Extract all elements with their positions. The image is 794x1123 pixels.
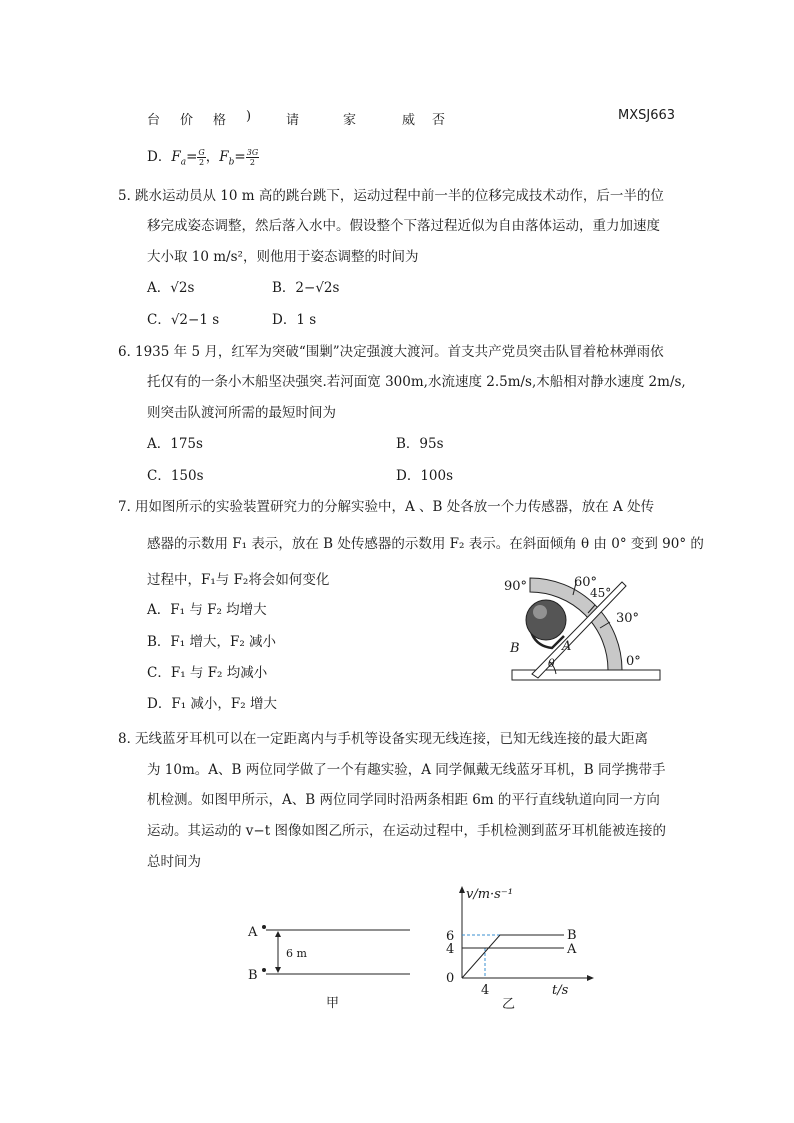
q8-yi-label-b: B <box>567 928 577 943</box>
header-word-1: 台 <box>147 113 161 128</box>
q8-yi-tick-4: 4 <box>446 942 455 957</box>
q4-sep: ， <box>205 149 220 165</box>
q7-option-a: A．F₁ 与 F₂ 均增大 <box>147 602 267 618</box>
q4-fa-sub: a <box>180 157 187 168</box>
q7-label-0: 0° <box>626 654 641 669</box>
q8-dot-a <box>262 925 266 929</box>
q6-option-c: C．150s <box>147 468 204 484</box>
q4-fa-den: 2 <box>199 158 205 167</box>
header-word-7: 威 <box>402 113 416 128</box>
header-word-4: ) <box>246 109 252 124</box>
q7-number: 7． <box>118 499 141 515</box>
q7-line-1: 用如图所示的实验装置研究力的分解实验中，A 、B 处各放一个力传感器，放在 A 处传 <box>135 499 655 515</box>
q6-option-b: B．95s <box>396 436 444 452</box>
q7-label-30: 30° <box>616 611 640 626</box>
header-word-8: 否 <box>432 113 446 128</box>
q4-fa-fraction <box>197 148 205 167</box>
q5-line-1: 跳水运动员从 10 m 高的跳台跳下，运动过程中前一半的位移完成技术动作，后一半的位 <box>135 188 664 204</box>
q8-dot-b <box>262 968 266 972</box>
q8-line-2: 为 10m。A、B 两位同学做了一个有趣实验，A 同学佩戴无线蓝牙耳机，B 同学携带手 <box>147 762 666 778</box>
q8-yi-line-b <box>462 935 564 978</box>
q8-jia-label-a: A <box>248 925 258 940</box>
q4-fa-num: G <box>198 148 205 157</box>
q8-jia-label-b: B <box>248 968 258 983</box>
q6-line-2: 托仅有的一条小木船坚决强突.若河面宽 300m,水流速度 2.5m/s,木船相对静水速度 2m/s, <box>147 374 686 390</box>
q4-fb-den: 2 <box>249 158 256 167</box>
q8-line-5: 总时间为 <box>147 854 201 870</box>
q7-line-2: 感器的示数用 F₁ 表示，放在 B 处传感器的示数用 F₂ 表示。在斜面倾角 θ 由 0° 变到 90° 的 <box>147 536 704 552</box>
header-word-2: 价 <box>180 113 194 128</box>
q6-option-d: D．100s <box>396 468 454 484</box>
q4-option-d: D．$F_a=$ $\frac{G}{2}$ ，$F_b=$ $\frac{3G}{2}$ <box>147 148 259 168</box>
q7-label-90: 90° <box>504 579 528 594</box>
q4-fb-fraction <box>246 148 259 167</box>
q8-figure-yi <box>440 882 600 1014</box>
q7-option-d: D．F₁ 减小，F₂ 增大 <box>147 696 277 712</box>
q7-label-theta: θ <box>548 657 555 670</box>
q7-figure <box>498 570 670 690</box>
q8-yi-ylabel: v/m·s⁻¹ <box>466 887 513 902</box>
q5-line-3: 大小取 10 m/s²，则他用于姿态调整的时间为 <box>147 249 419 265</box>
q8-yi-tick-6: 6 <box>446 929 455 944</box>
header-word-6: 家 <box>343 113 357 128</box>
q4-optd-label: D． <box>147 149 172 165</box>
q5-option-d: D．1 s <box>272 312 317 328</box>
q6-option-a: A．175s <box>147 436 203 452</box>
header-word-3: 格 <box>213 113 227 128</box>
q7-label-60: 60° <box>574 575 598 590</box>
q8-yi-xlabel: t/s <box>552 983 569 998</box>
q8-yi-caption: 乙 <box>502 997 516 1012</box>
q8-number: 8． <box>118 731 141 747</box>
q4-fa-symbol: F <box>171 149 181 165</box>
q8-line-3: 机检测。如图甲所示，A、B 两位同学同时沿两条相距 6m 的平行直线轨道向同一方向 <box>147 792 660 808</box>
q8-figure-jia <box>240 915 420 1015</box>
q5-line-2: 移完成姿态调整，然后落入水中。假设整个下落过程近似为自由落体运动，重力加速度 <box>147 218 660 234</box>
q4-fb-num: 3G <box>246 148 259 157</box>
q7-label-a: A <box>562 639 572 654</box>
q7-option-c: C．F₁ 与 F₂ 均减小 <box>147 665 268 681</box>
header-code: MXSJ663 <box>618 108 676 123</box>
q8-line-1: 无线蓝牙耳机可以在一定距离内与手机等设备实现无线连接，已知无线连接的最大距离 <box>135 731 648 747</box>
q4-fb-sub: b <box>228 157 235 168</box>
q7-line-3: 过程中，F₁与 F₂将会如何变化 <box>147 572 330 588</box>
q6-line-1: 1935 年 5 月，红军为突破“围剿”决定强渡大渡河。首支共产党员突击队冒着枪林弹雨依 <box>135 344 664 360</box>
q7-option-b: B．F₁ 增大，F₂ 减小 <box>147 634 277 650</box>
q7-ball <box>526 600 566 640</box>
q4-fb-symbol: F <box>219 149 229 165</box>
q8-jia-caption: 甲 <box>326 996 340 1011</box>
header-word-5: 请 <box>286 113 300 128</box>
q5-number: 5． <box>118 188 141 204</box>
q8-yi-label-a: A <box>567 942 577 957</box>
q7-label-b: B <box>510 641 520 656</box>
q7-label-45: 45° <box>590 586 612 600</box>
q5-option-b: B．2−√2s <box>272 280 340 296</box>
q5-option-c: C．√2−1 s <box>147 312 220 328</box>
q8-line-4: 运动。其运动的 v−t 图像如图乙所示，在运动过程中，手机检测到蓝牙耳机能被连接的 <box>147 823 666 839</box>
q6-line-3: 则突击队渡河所需的最短时间为 <box>147 405 336 421</box>
q5-option-a: A．√2s <box>147 280 195 296</box>
q8-yi-tick-x4: 4 <box>481 983 490 998</box>
q6-number: 6． <box>118 344 141 360</box>
q8-jia-distance: 6 m <box>286 947 307 960</box>
q8-yi-tick-0: 0 <box>446 971 455 986</box>
